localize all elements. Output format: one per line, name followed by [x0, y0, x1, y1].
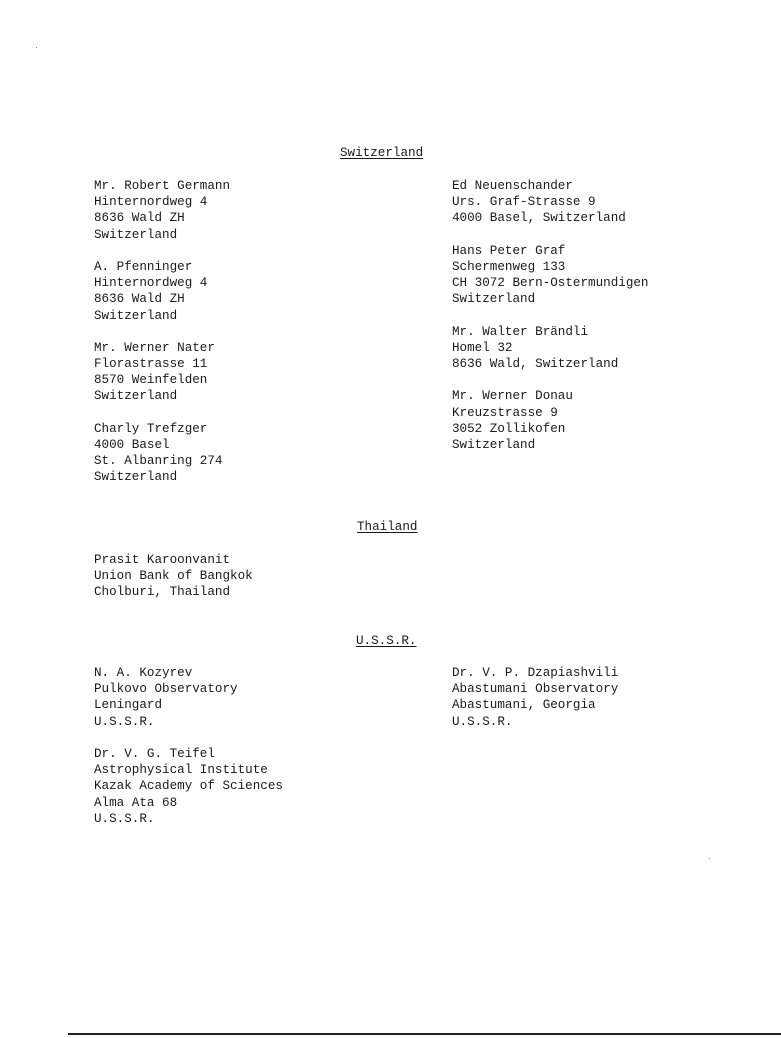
- section-heading: U.S.S.R.: [356, 634, 417, 648]
- address-line: Kreuzstrasse 9: [452, 405, 558, 420]
- address-line: U.S.S.R.: [94, 714, 155, 729]
- address-line: 4000 Basel, Switzerland: [452, 211, 626, 226]
- address-line: Pulkovo Observatory: [94, 682, 238, 697]
- section-heading: Switzerland: [340, 146, 424, 160]
- address-line: Union Bank of Bangkok: [94, 569, 253, 584]
- address-line: Mr. Walter Brändli: [452, 324, 589, 339]
- address-line: A. Pfenninger: [94, 259, 193, 274]
- address-line: Switzerland: [94, 470, 178, 485]
- address-block: [94, 259, 424, 324]
- bottom-rule-divider: [68, 1033, 781, 1035]
- address-line: Mr. Werner Nater: [94, 340, 215, 355]
- address-line: Switzerland: [452, 438, 536, 452]
- address-column-left: [94, 552, 424, 617]
- address-block: [94, 746, 424, 827]
- address-column-left: [94, 665, 424, 843]
- address-line: 8570 Weinfelden: [94, 373, 208, 388]
- address-block: [452, 665, 781, 730]
- address-line: St. Albanring 274: [94, 454, 223, 469]
- address-block: [94, 421, 424, 486]
- address-line: U.S.S.R.: [94, 811, 155, 826]
- address-line: 4000 Basel: [94, 438, 170, 452]
- address-line: Mr. Robert Germann: [94, 179, 231, 193]
- address-line: Cholburi, Thailand: [94, 585, 231, 600]
- address-line: Hans Peter Graf: [452, 243, 566, 258]
- address-column-left: [94, 178, 424, 502]
- address-line: 8636 Wald ZH: [94, 211, 185, 226]
- address-line: Prasit Karoonvanit: [94, 553, 231, 567]
- address-line: Alma Ata 68: [94, 795, 178, 810]
- address-line: Urs. Graf-Strasse 9: [452, 195, 596, 210]
- address-line: 8636 Wald, Switzerland: [452, 357, 619, 372]
- paper-speck: [709, 858, 710, 859]
- paper-speck: [36, 47, 37, 48]
- address-line: Astrophysical Institute: [94, 763, 268, 778]
- address-line: Dr. V. G. Teifel: [94, 746, 215, 761]
- address-block: [452, 178, 781, 227]
- address-line: Dr. V. P. Dzapiashvili: [452, 666, 619, 680]
- address-line: Homel 32: [452, 340, 513, 355]
- address-line: Abastumani Observatory: [452, 682, 619, 697]
- address-line: Hinternordweg 4: [94, 276, 208, 291]
- address-line: CH 3072 Bern-Ostermundigen: [452, 276, 649, 291]
- address-block: [94, 340, 424, 405]
- address-line: Charly Trefzger: [94, 421, 208, 436]
- address-line: Schermenweg 133: [452, 259, 566, 274]
- address-block: [94, 178, 424, 243]
- section-heading: Thailand: [357, 520, 418, 534]
- address-line: Abastumani, Georgia: [452, 698, 596, 713]
- address-line: Leningard: [94, 698, 163, 713]
- address-line: N. A. Kozyrev: [94, 666, 193, 680]
- address-line: Hinternordweg 4: [94, 195, 208, 210]
- address-block: [94, 552, 424, 601]
- address-line: Mr. Werner Donau: [452, 389, 573, 404]
- address-line: Florastrasse 11: [94, 357, 208, 372]
- address-column-right: [452, 665, 781, 746]
- address-block: [452, 388, 781, 453]
- address-line: 8636 Wald ZH: [94, 292, 185, 307]
- address-line: Switzerland: [94, 389, 178, 404]
- address-line: Switzerland: [94, 308, 178, 323]
- address-block: [452, 243, 781, 308]
- address-column-right: [452, 178, 781, 469]
- address-line: Ed Neuenschander: [452, 179, 573, 193]
- address-block: [452, 324, 781, 373]
- address-line: 3052 Zollikofen: [452, 421, 566, 436]
- address-block: [94, 665, 424, 730]
- address-line: U.S.S.R.: [452, 714, 513, 729]
- address-line: Switzerland: [452, 292, 536, 307]
- address-line: Switzerland: [94, 227, 178, 242]
- address-line: Kazak Academy of Sciences: [94, 779, 283, 794]
